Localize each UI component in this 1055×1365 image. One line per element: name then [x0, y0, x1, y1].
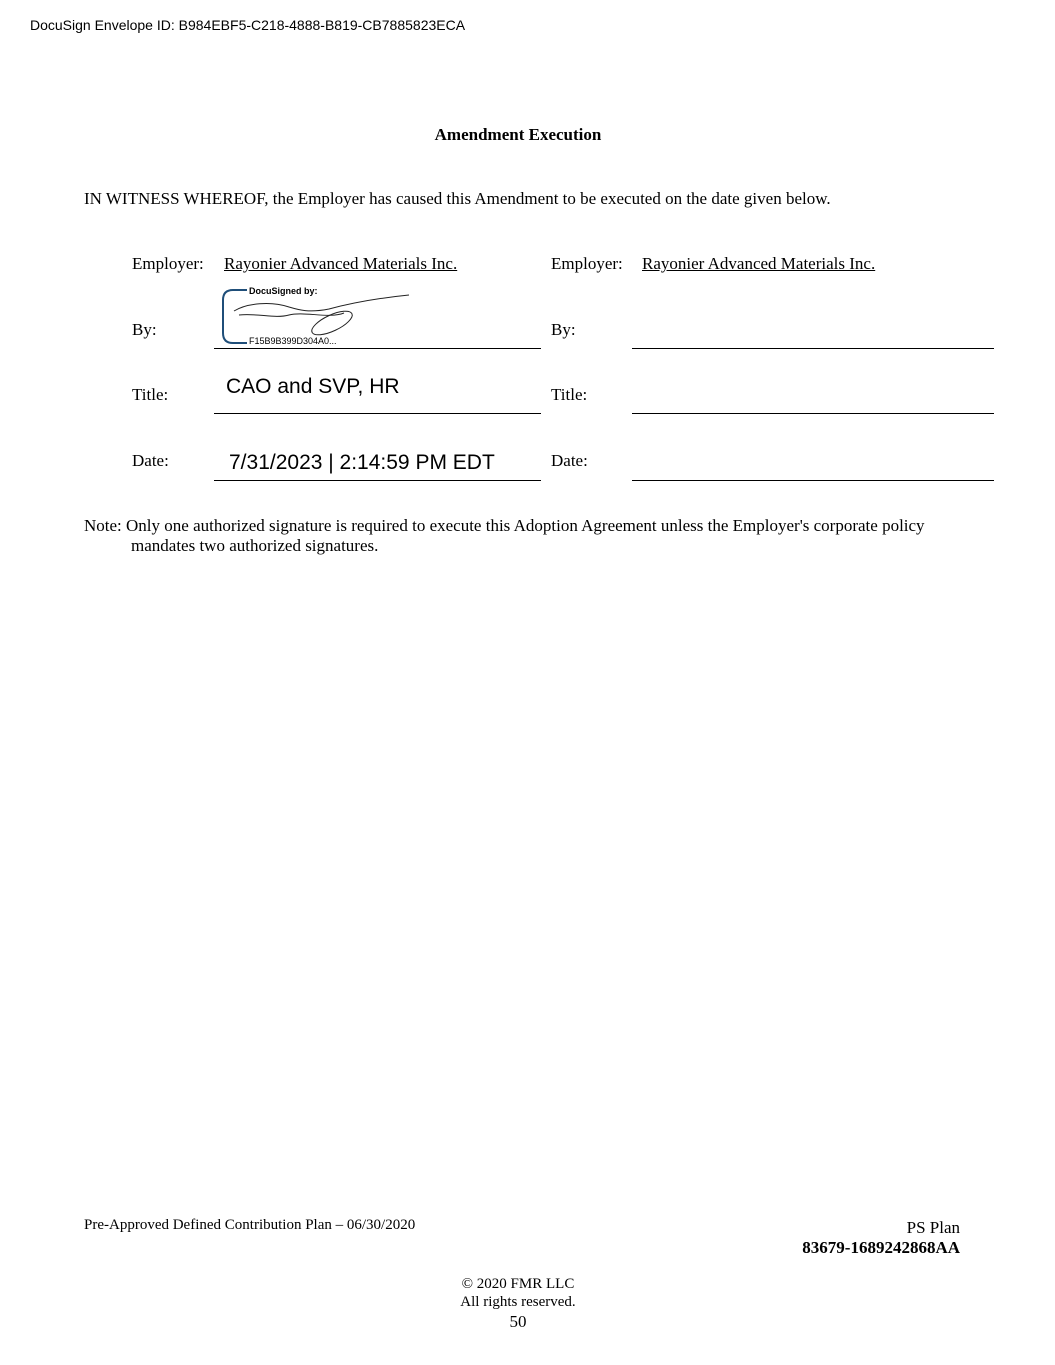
signer-id: F15B9B399D304A0...: [249, 336, 337, 346]
right-title-line: [632, 413, 994, 414]
right-employer-label: Employer:: [551, 254, 623, 273]
left-by-label: By:: [132, 320, 157, 339]
left-title-line: [214, 413, 541, 414]
footer-plan-number: 83679-1689242868AA: [802, 1238, 960, 1257]
right-by-line: [632, 348, 994, 349]
envelope-id: DocuSign Envelope ID: B984EBF5-C218-4888-B819-CB7885823ECA: [30, 17, 466, 33]
right-by-label: By:: [551, 320, 576, 339]
right-date-line: [632, 480, 994, 481]
note-line-2: mandates two authorized signatures.: [131, 536, 379, 555]
left-date-label: Date:: [132, 451, 169, 470]
footer-rights: All rights reserved.: [460, 1294, 576, 1310]
witness-statement: IN WITNESS WHEREOF, the Employer has caused this Amendment to be executed on the date given below.: [84, 189, 831, 208]
page-number: 50: [509, 1312, 527, 1331]
footer-copyright: © 2020 FMR LLC: [461, 1276, 575, 1292]
note-line-1: Note: Only one authorized signature is required to execute this Adoption Agreement unless the Employer's corporate policy: [84, 516, 925, 535]
right-employer-value: Rayonier Advanced Materials Inc.: [642, 254, 876, 273]
left-by-line: [214, 348, 541, 349]
left-employer-label: Employer:: [132, 254, 204, 273]
left-date-value: 7/31/2023 | 2:14:59 PM EDT: [229, 451, 495, 474]
left-title-value: CAO and SVP, HR: [226, 375, 400, 398]
right-title-label: Title:: [551, 385, 588, 404]
right-date-label: Date:: [551, 451, 588, 470]
left-employer-value: Rayonier Advanced Materials Inc.: [224, 254, 458, 273]
docusigned-by-label: DocuSigned by:: [249, 286, 318, 296]
footer-plan-name: Pre-Approved Defined Contribution Plan – 06/30/2020: [84, 1217, 416, 1233]
left-title-label: Title:: [132, 385, 169, 404]
footer-plan-type: PS Plan: [906, 1218, 960, 1237]
page-title: Amendment Execution: [434, 125, 602, 144]
left-date-line: [214, 480, 541, 481]
